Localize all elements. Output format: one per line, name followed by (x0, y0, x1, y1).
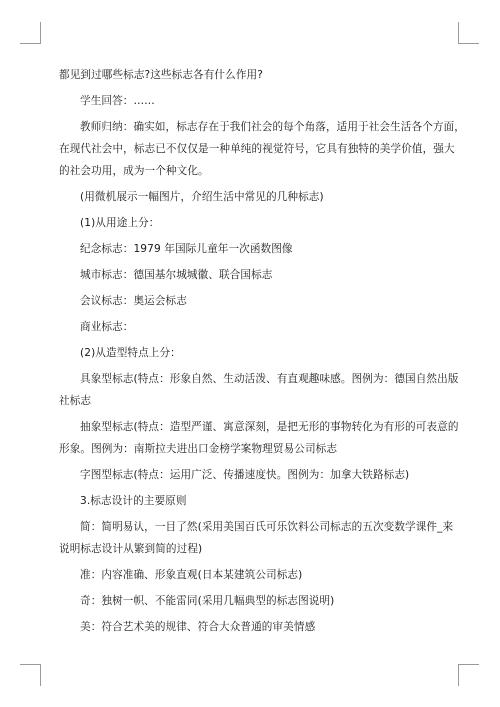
text-line: 奇：独树一帜、不能雷同(采用几幅典型的标志图说明) (80, 595, 335, 607)
text-line: 字图型标志(特点：运用广泛、传播速度快。图例为：加拿大铁路标志) (80, 469, 410, 481)
crop-mark-bottom-right (458, 664, 479, 665)
text-line: 学生回答：…… (80, 95, 155, 107)
text-line: 形象。图例为：南斯拉夫进出口金榜学案物理贸易公司标志 (59, 443, 338, 455)
text-line: 抽象型标志(特点：造型严谨、寓意深刻，是把无形的事物转化为有形的可表意的 (80, 421, 459, 433)
text-line: 说明标志设计从繁到简的过程) (59, 543, 203, 555)
document-body (59, 68, 465, 646)
crop-mark-bottom-left (40, 664, 41, 686)
crop-mark-bottom-left (20, 664, 41, 665)
text-line: 教师归纳：确实如，标志存在于我们社会的每个角落，适用于社会生活各个方面， (80, 121, 465, 133)
text-line: 的社会功用，成为一个种文化。 (59, 165, 209, 177)
text-line: 商业标志： (80, 321, 134, 333)
text-line: 简：简明易认，一目了然(采用美国百氏可乐饮料公司标志的五次变数学课件_来 (80, 521, 454, 533)
text-line: 会议标志：奥运会标志 (80, 295, 187, 307)
crop-mark-top-right (458, 22, 459, 44)
text-line: 在现代社会中，标志已不仅仅是一种单纯的视觉符号，它具有独特的美学价值，强大 (59, 143, 455, 155)
text-line: 3.标志设计的主要原则 (80, 495, 187, 507)
text-line: (用微机展示一幅图片，介绍生活中常见的几种标志) (80, 191, 324, 203)
crop-mark-top-right (458, 43, 479, 44)
text-line: 社标志 (59, 395, 92, 407)
text-line: 纪念标志：1979 年国际儿童年一次函数图像 (80, 243, 293, 255)
crop-mark-top-left (20, 43, 41, 44)
text-line: 具象型标志(特点：形象自然、生动活泼、有直观趣味感。图例为：德国自然出版 (80, 373, 459, 385)
crop-mark-bottom-right (458, 664, 459, 686)
crop-mark-top-left (40, 22, 41, 44)
text-line: (2)从造型特点上分： (80, 347, 181, 359)
text-line: 都见到过哪些标志?这些标志各有什么作用? (59, 69, 263, 81)
text-line: 准：内容准确、形象直观(日本某建筑公司标志) (80, 569, 303, 581)
text-line: (1)从用途上分： (80, 217, 160, 229)
text-line: 城市标志：德国基尔城城徽、联合国标志 (80, 269, 273, 281)
text-line: 美：符合艺术美的规律、符合大众普通的审美情感 (80, 621, 316, 633)
